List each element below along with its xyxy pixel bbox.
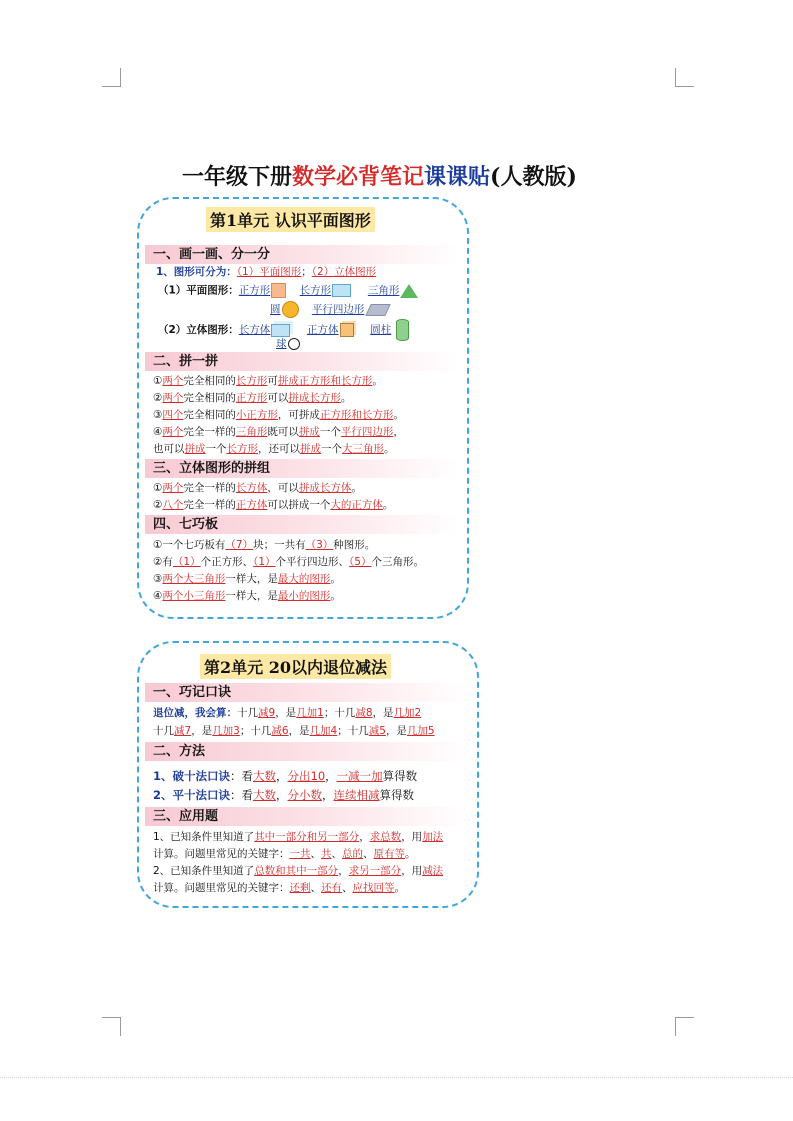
answer: （7）	[225, 539, 254, 551]
answer: 两个	[162, 375, 184, 387]
answer: 几加1	[296, 707, 324, 719]
answer: 几加3	[212, 725, 240, 737]
answer: 分小数	[287, 788, 323, 802]
text: ③	[153, 409, 163, 421]
text: ，可以	[267, 482, 299, 494]
text: ；十几	[323, 707, 356, 719]
answer: 八个	[162, 499, 184, 511]
answer: （1）平面图形	[236, 266, 302, 278]
text: ；十几	[337, 725, 369, 737]
answer: 减7	[174, 725, 192, 737]
cuboid-icon	[271, 324, 290, 337]
text: 完全相同的	[183, 392, 236, 404]
page-bottom-divider	[0, 1077, 793, 1078]
answer: 分出10	[287, 769, 326, 783]
text: 。	[394, 882, 405, 894]
answer: 应找回等	[352, 882, 395, 894]
answer: 平行四边形	[340, 426, 394, 438]
text: 完全一样的	[183, 426, 236, 438]
ball-icon	[288, 338, 300, 350]
text: ，	[338, 865, 349, 877]
text: ，是	[288, 725, 310, 737]
label-parallelogram: 平行四边形	[311, 303, 365, 316]
label-rectangle: 长方形	[299, 284, 332, 297]
text: 。	[384, 443, 395, 455]
answer: 减法	[422, 865, 444, 877]
crop-mark-bottom-left	[102, 1017, 121, 1036]
text: ，用	[401, 831, 423, 843]
text: ，可拼成	[277, 409, 320, 421]
unit1-s2-line4	[153, 425, 404, 439]
label-sphere: 球	[276, 338, 287, 350]
cube-icon	[340, 323, 354, 337]
unit2-s2-line1	[153, 769, 417, 783]
square-icon	[271, 283, 286, 298]
parallelogram-icon	[366, 304, 392, 316]
text: 。	[330, 573, 341, 585]
text: ，用	[401, 865, 423, 877]
text: 、	[310, 882, 321, 894]
text: ，	[322, 788, 334, 802]
answer: 减6	[271, 725, 289, 737]
label-cuboid: 长方体	[238, 324, 271, 336]
text: 可	[267, 375, 278, 387]
label-cube: 正方体	[307, 324, 339, 336]
text: 。	[330, 590, 341, 602]
text: 退位减，我会算：	[153, 707, 237, 719]
text: 十几	[237, 707, 258, 719]
answer: 最大的图形	[277, 573, 331, 585]
cylinder-icon	[396, 319, 409, 341]
text: 、	[331, 848, 342, 860]
text: ；十几	[239, 725, 272, 737]
text: 一个	[205, 443, 227, 455]
answer: 四个	[162, 409, 184, 421]
unit1-s2-line2	[153, 391, 351, 405]
unit1-s3-line2	[153, 498, 393, 512]
title-part-edition: (人教版)	[490, 164, 577, 190]
answer: 小正方形	[235, 409, 278, 421]
text: 2、已知条件里知道了	[153, 865, 255, 877]
answer: 长方形	[235, 375, 268, 387]
text: 、	[363, 848, 374, 860]
text: ②有	[153, 556, 173, 568]
crop-mark-top-right	[675, 68, 694, 87]
text: ，是	[191, 725, 213, 737]
text: ，	[359, 831, 370, 843]
text: 1、破十法口诀	[153, 769, 231, 783]
unit2-section3-heading: 三、应用题	[145, 807, 469, 826]
text: 。	[351, 482, 362, 494]
answer: 其中一部分和另一部分	[254, 831, 360, 843]
circle-icon	[282, 301, 299, 318]
unit2-s3-line1	[153, 830, 443, 844]
answer: 减5	[368, 725, 386, 737]
text: ③	[153, 573, 163, 585]
answer: 两个	[162, 426, 184, 438]
answer: 拼成长方形	[288, 392, 341, 404]
text: 1、已知条件里知道了	[153, 831, 255, 843]
text: 一样大，是	[225, 573, 278, 585]
text: ，还可以	[258, 443, 300, 455]
text: 可以拼成一个	[267, 499, 331, 511]
unit1-s2-line5	[153, 442, 395, 456]
text: ：看	[230, 769, 254, 783]
answer: 大数	[253, 788, 277, 802]
answer: 几加5	[406, 725, 435, 737]
answer: 大三角形	[342, 443, 384, 455]
text: 完全一样的	[183, 499, 236, 511]
answer: 拼成	[300, 443, 321, 455]
answer: （3）	[305, 539, 334, 551]
text: ；	[301, 266, 312, 278]
answer: 共	[321, 848, 332, 860]
text: 、	[310, 848, 321, 860]
answer: 大的正方体	[330, 499, 383, 511]
text: 完全相同的	[183, 375, 236, 387]
text: ①一个七巧板有	[153, 539, 226, 551]
text: 个正方形、	[200, 556, 254, 568]
answer: 连续相减	[333, 788, 380, 802]
unit1-s4-line1	[153, 538, 375, 552]
text: 种图形。	[333, 539, 376, 551]
answer: 两个	[162, 482, 184, 494]
label-triangle: 三角形	[367, 284, 400, 297]
answer: 长方形	[226, 443, 258, 455]
triangle-icon	[400, 284, 418, 298]
answer: （5）	[349, 556, 372, 568]
answer: 拼成正方形和长方形	[277, 375, 373, 387]
text: ，	[325, 769, 337, 783]
answer: 总数和其中一部分	[254, 865, 339, 877]
unit1-section1-heading: 一、画一画、分一分	[145, 245, 459, 264]
answer: 最小的图形	[277, 590, 331, 602]
text: 1、图形可分为：	[156, 266, 237, 278]
text: ，是	[372, 707, 394, 719]
answer: 几加2	[393, 707, 422, 719]
answer: 总的	[342, 848, 363, 860]
unit2-s2-line2	[153, 788, 414, 802]
text: ④	[153, 590, 163, 602]
unit1-s4-line2	[153, 555, 424, 569]
text: ①	[153, 375, 163, 387]
unit1-s1-line1	[156, 265, 376, 279]
text: ，	[276, 769, 288, 783]
unit1-section4-heading: 四、七巧板	[145, 515, 459, 534]
text: 完全一样的	[183, 482, 236, 494]
text: 。	[340, 392, 352, 404]
text: 也可以	[153, 443, 185, 455]
unit2-section1-heading: 一、巧记口诀	[145, 683, 469, 702]
answer: 大数	[253, 769, 277, 783]
answer: 还有	[321, 882, 342, 894]
title-part-grade: 一年级下册	[182, 164, 293, 190]
text: （2）立体图形：	[158, 324, 239, 336]
answer: 两个小三角形	[162, 590, 226, 602]
text: 一个	[319, 426, 341, 438]
answer: （1）	[172, 556, 201, 568]
text: 一个	[321, 443, 342, 455]
unit2-title: 第2单元 20以内退位减法	[200, 654, 391, 679]
unit1-s4-line4	[153, 589, 341, 603]
text: ，	[393, 426, 404, 438]
unit2-s3-line2	[153, 847, 416, 861]
answer: （2）立体图形	[311, 266, 377, 278]
unit1-section3-heading: 三、立体图形的拼组	[145, 459, 459, 478]
unit1-s4-line3	[153, 572, 341, 586]
text: ：看	[230, 788, 254, 802]
unit1-s3-line1	[153, 481, 362, 495]
text: 。	[372, 375, 383, 387]
text: 可以	[267, 392, 289, 404]
unit1-s1-line5	[276, 337, 300, 351]
answer: 一减一加	[336, 769, 383, 783]
text: 2、平十法口诀	[153, 788, 231, 802]
text: 、	[342, 882, 353, 894]
answer: 拼成	[184, 443, 206, 455]
label-circle: 圆	[270, 303, 281, 316]
text: 算得数	[382, 769, 418, 783]
answer: 几加4	[309, 725, 338, 737]
text: 个三角形。	[371, 556, 424, 568]
document-title	[182, 160, 622, 191]
text: ，	[276, 788, 288, 802]
title-part-sticker: 课课贴	[424, 164, 491, 190]
text: ②	[153, 499, 163, 511]
answer: 求总数	[369, 831, 402, 843]
text: 十几	[153, 725, 174, 737]
label-square: 正方形	[238, 284, 271, 297]
unit1-section2-heading: 二、拼一拼	[145, 352, 459, 371]
text: ，是	[385, 725, 407, 737]
answer: 一共	[289, 848, 311, 860]
text: 计算。问题里常见的关键字：	[153, 848, 290, 860]
unit1-s1-line3	[270, 301, 388, 318]
text: 完全相同的	[183, 409, 236, 421]
answer: 还剩	[289, 882, 311, 894]
unit2-s3-line4	[153, 881, 405, 895]
text: ，是	[275, 707, 297, 719]
label-cylinder: 圆柱	[370, 324, 392, 336]
unit2-s1-line2	[153, 724, 435, 738]
text: 块；一共有	[253, 539, 306, 551]
text: ①	[153, 482, 163, 494]
crop-mark-top-left	[102, 68, 121, 87]
rectangle-icon	[332, 284, 351, 297]
text: （1）平面图形：	[158, 284, 239, 297]
text: ④	[153, 426, 163, 438]
unit2-s1-line1	[153, 706, 421, 720]
answer: 正方形	[235, 392, 268, 404]
unit1-title: 第1单元 认识平面图形	[206, 207, 375, 232]
answer: 减8	[355, 707, 373, 719]
text: 。	[382, 499, 394, 511]
text: ②	[153, 392, 163, 404]
answer: 加法	[422, 831, 444, 843]
text: 个平行四边形、	[275, 556, 350, 568]
answer: 长方体	[235, 482, 268, 494]
answer: 拼成长方体	[298, 482, 352, 494]
answer: 两个大三角形	[162, 573, 226, 585]
answer: 拼成	[298, 426, 320, 438]
answer: 两个	[162, 392, 184, 404]
unit1-s1-line2	[158, 283, 418, 298]
text: 计算。问题里常见的关键字：	[153, 882, 290, 894]
answer: 三角形	[235, 426, 268, 438]
answer: （1）	[253, 556, 276, 568]
answer: 正方形和长方形	[319, 409, 394, 421]
title-part-notes: 数学必背笔记	[292, 164, 425, 190]
text: 。	[393, 409, 404, 421]
answer: 正方体	[235, 499, 268, 511]
text: 一样大，是	[225, 590, 278, 602]
answer: 减9	[258, 707, 276, 719]
crop-mark-bottom-right	[675, 1017, 694, 1036]
unit1-s2-line1	[153, 374, 383, 388]
unit1-s2-line3	[153, 408, 404, 422]
text: 。	[405, 848, 416, 860]
unit2-s3-line3	[153, 864, 443, 878]
answer: 原有等	[373, 848, 405, 860]
text: 算得数	[379, 788, 415, 802]
answer: 求另一部分	[348, 865, 402, 877]
unit2-section2-heading: 二、方法	[145, 742, 469, 761]
text: 既可以	[267, 426, 299, 438]
